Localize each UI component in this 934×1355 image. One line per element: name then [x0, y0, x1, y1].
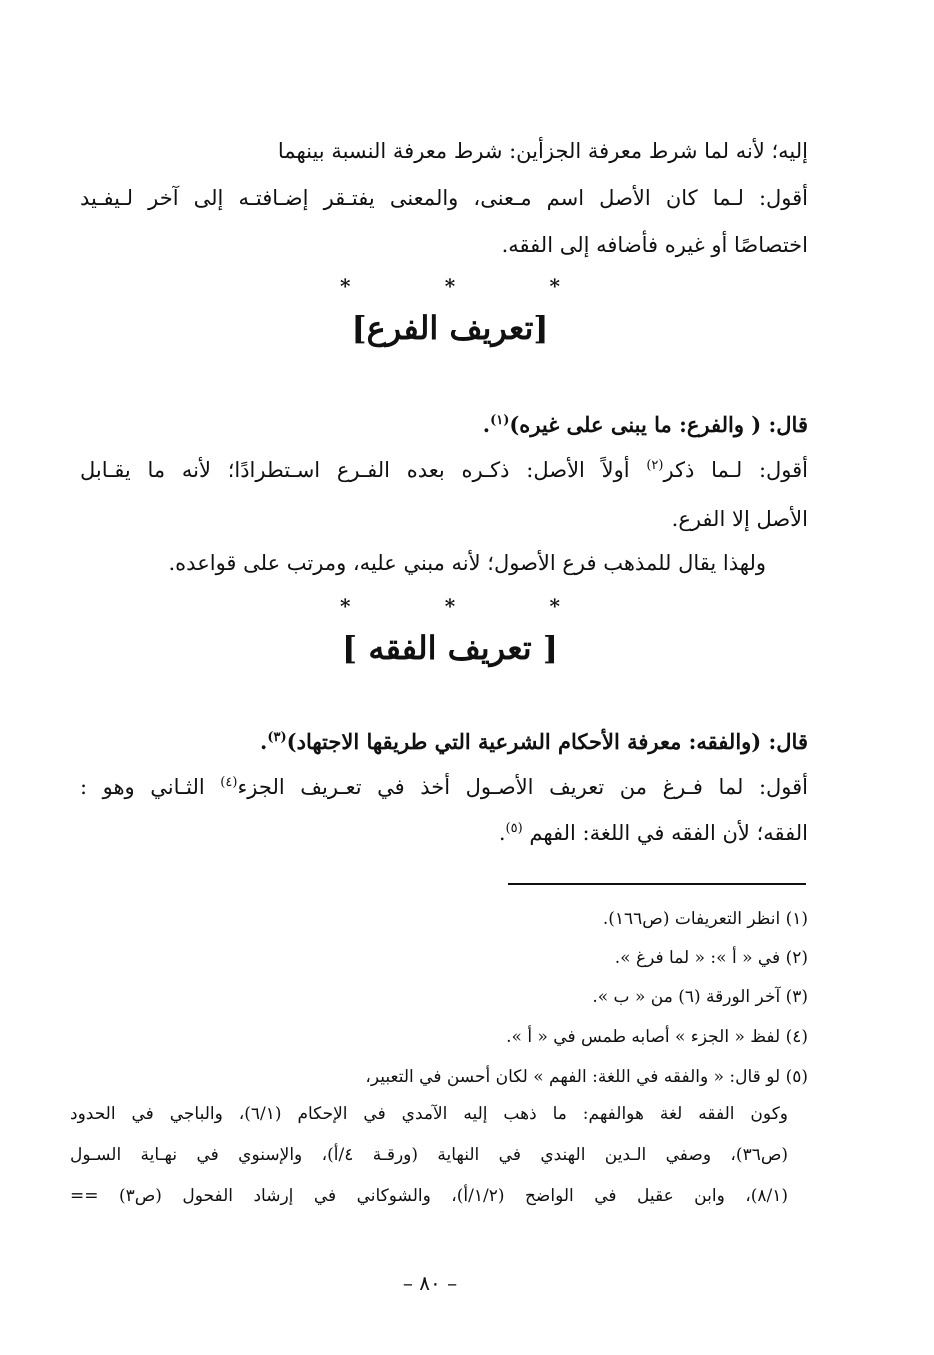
footnote-1: (١) انظر التعريفات (ص١٦٦).	[602, 909, 808, 929]
aqul-text-b: أولاً الأصل: ذكـره بعده الفـرع اسـتطرادًا؛ لأنه ما يقـابل	[80, 458, 647, 482]
footnote-3: (٣) آخر الورقة (٦) من « ب ».	[592, 987, 808, 1007]
separator-star: *	[549, 594, 560, 618]
separator-star: *	[444, 594, 456, 618]
separator-star: *	[340, 274, 351, 298]
footnote-ref-5: (٥)	[505, 821, 523, 836]
section-heading-fiqh: [ تعريف الفقه ]	[342, 629, 558, 667]
separator-star: *	[549, 274, 560, 298]
footnote-ref-4: (٤)	[220, 775, 238, 790]
footnote-5-continuation-2: (ص٣٦)، وصفي الـدين الهندي في النهاية (ورقـة ٤/أ)، والإسنوي في نهـاية السـول	[70, 1145, 789, 1165]
qala-end: .	[260, 729, 268, 754]
qala-end: .	[482, 412, 491, 437]
footnote-ref-2: (٢)	[646, 458, 664, 473]
aqul-line-furu-2: الأصل إلا الفرع.	[671, 507, 808, 531]
separator-star: *	[340, 594, 351, 618]
footnote-ref-1: (١)	[490, 413, 510, 428]
qala-text: قال: ( والفرع: ما يبنى على غيره)	[509, 412, 808, 437]
page-number: – ٨٠ –	[402, 1271, 458, 1295]
aqul-text-line2: الفقه؛ لأن الفقه في اللغة: الفهم	[529, 821, 808, 845]
footnote-5-continuation-3: (٨/١)، وابن عقيل في الواضح (١/٢/أ)، والشوكاني في إرشاد الفحول (ص٣) ==	[70, 1186, 789, 1206]
body-line-3: اختصاصًا أو غيره فأضافه إلى الفقه.	[501, 233, 808, 257]
aqul-text-a: أقول: لما فـرغ من تعريف الأصـول أخذ في تعـريف الجزء	[237, 775, 808, 799]
aqul-line-furu-1	[80, 455, 808, 485]
qala-line-furu	[80, 410, 808, 440]
section-separator-2	[340, 596, 560, 616]
qala-text: قال: (والفقه: معرفة الأحكام الشرعية التي طريقها الاجتهاد)	[286, 729, 808, 754]
body-line-1: إليه؛ لأنه لما شرط معرفة الجزأين: شرط معرفة النسبة بينهما	[277, 139, 808, 163]
footnote-4: (٤) لفظ « الجزء » أصابه طمس في « أ ».	[506, 1027, 808, 1047]
section-separator-1	[340, 276, 560, 296]
footnote-5-continuation-1: وكون الفقه لغة هوالفهم: ما ذهب إليه الآمدي في الإحكام (٦/١)، والباجي في الحدود	[70, 1104, 789, 1124]
body-line-2: أقول: لـما كان الأصل اسم مـعنى، والمعنى يفتـقر إضـافتـه إلى آخر لـيفـيد	[80, 186, 808, 210]
footnote-separator-rule	[508, 883, 806, 885]
separator-star: *	[444, 274, 456, 298]
aqul-text-a: أقول: لـما ذكر	[663, 458, 808, 482]
footnote-2: (٢) في « أ »: « لما فرغ ».	[614, 948, 808, 968]
aqul-line-fiqh-1	[80, 772, 808, 802]
aqul-end: .	[498, 821, 506, 845]
aqul-text-b: الثـاني وهو :	[80, 775, 221, 799]
aqul-line-fiqh-2	[80, 818, 808, 848]
madhhab-line: ولهذا يقال للمذهب فرع الأصول؛ لأنه مبني عليه، ومرتب على قواعده.	[168, 551, 766, 575]
footnote-ref-3: (٣)	[267, 730, 287, 745]
footnote-5: (٥) لو قال: « والفقه في اللغة: الفهم » لكان أحسن في التعبير،	[365, 1067, 808, 1087]
section-heading-furu: [تعريف الفرع]	[351, 309, 549, 347]
qala-line-fiqh	[80, 727, 808, 757]
